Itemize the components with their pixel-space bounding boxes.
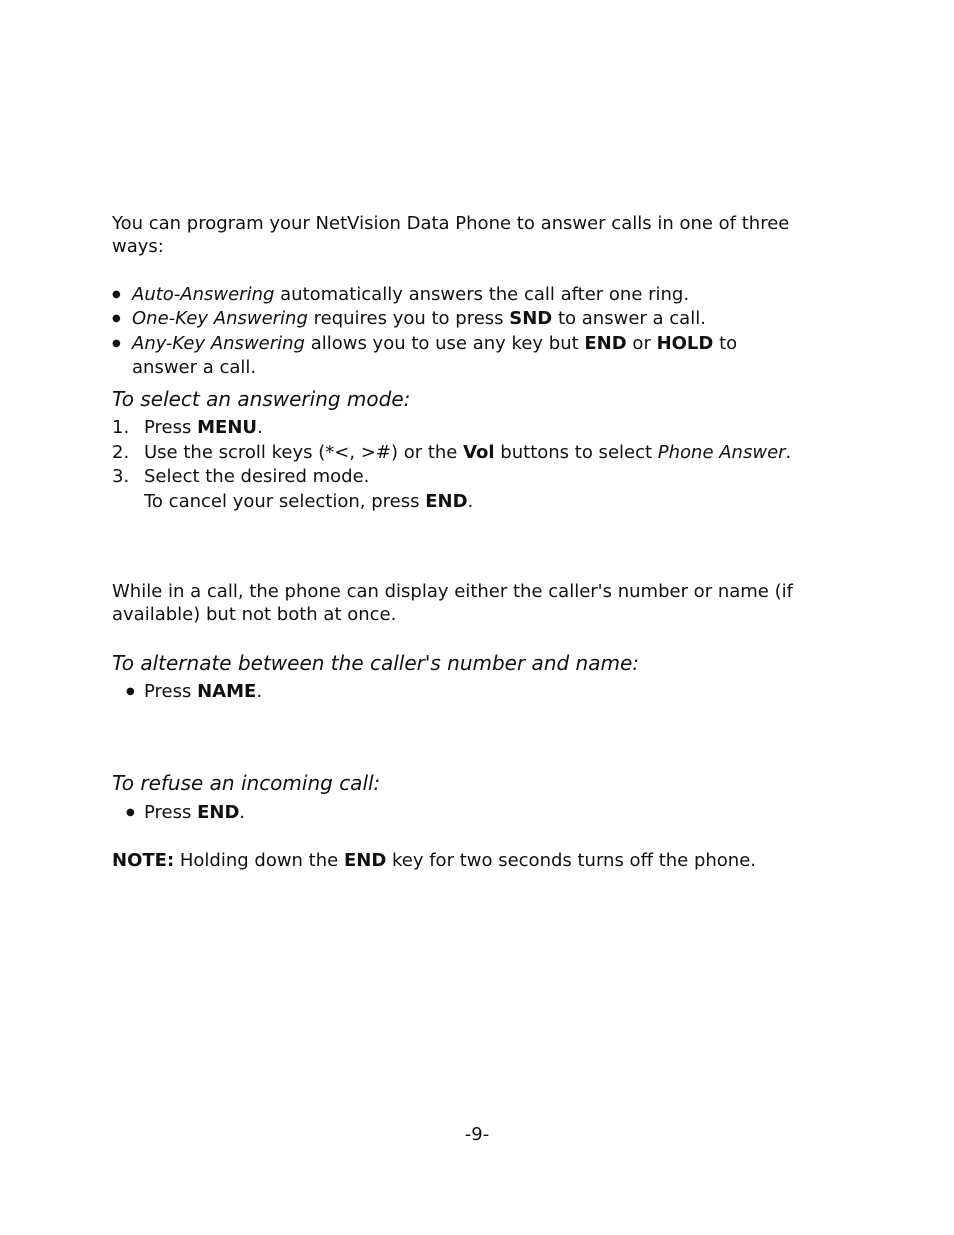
intro-line-2: ways: bbox=[112, 236, 164, 257]
bullet-text: Press bbox=[144, 802, 198, 823]
key-end: END bbox=[197, 802, 240, 823]
paragraph-line-2: available) but not both at once. bbox=[112, 604, 397, 625]
step-text: . bbox=[257, 417, 263, 438]
note-text: key for two seconds turns off the phone. bbox=[386, 850, 757, 871]
bullet-dot-icon: ● bbox=[126, 686, 135, 697]
term-any-key-answering: Any-Key Answering bbox=[132, 333, 305, 354]
procedure-heading: To select an answering mode: bbox=[112, 387, 411, 411]
bullet-dot-icon: ● bbox=[126, 807, 135, 818]
key-name: NAME bbox=[197, 681, 257, 702]
bullet-text: automatically answers the call after one ring. bbox=[274, 284, 690, 305]
intro-line-1: You can program your NetVision Data Phone to answer calls in one of three bbox=[112, 213, 790, 234]
note bbox=[112, 849, 756, 872]
key-end: END bbox=[425, 491, 468, 512]
bullet-text: . bbox=[256, 681, 263, 702]
key-end: END bbox=[584, 333, 627, 354]
bullet-dot-icon: ● bbox=[112, 289, 121, 300]
bullet-text: to answer a call. bbox=[552, 308, 706, 329]
key-hold: HOLD bbox=[656, 333, 714, 354]
intro-paragraph bbox=[112, 212, 789, 258]
procedure-heading: To alternate between the caller's number and name: bbox=[112, 651, 640, 675]
step-number: 3. bbox=[112, 466, 130, 487]
bullet-dot-icon: ● bbox=[112, 338, 121, 349]
bullet-text: . bbox=[239, 802, 246, 823]
step-text: To cancel your selection, press bbox=[144, 491, 426, 512]
key-menu: MENU bbox=[197, 417, 257, 438]
bullet-text: Press bbox=[144, 681, 198, 702]
key-vol: Vol bbox=[463, 442, 495, 463]
step-text: Press bbox=[144, 417, 198, 438]
step-text: Select the desired mode. bbox=[144, 466, 370, 487]
step-text: Use the scroll keys (*<, >#) or the bbox=[144, 442, 464, 463]
bullet-text: or bbox=[626, 333, 657, 354]
paragraph-line-1: While in a call, the phone can display either the caller's number or name (if bbox=[112, 581, 793, 602]
step-number: 1. bbox=[112, 417, 130, 438]
bullet-text: answer a call. bbox=[132, 357, 257, 378]
term-auto-answering: Auto-Answering bbox=[132, 284, 275, 305]
key-end: END bbox=[343, 850, 387, 871]
step-number: 2. bbox=[112, 442, 130, 463]
note-text: Holding down the bbox=[174, 850, 344, 871]
bullet-text: allows you to use any key but bbox=[304, 333, 585, 354]
bullet-text: requires you to press bbox=[307, 308, 510, 329]
bullet-dot-icon: ● bbox=[112, 313, 121, 324]
step-text: buttons to select bbox=[494, 442, 658, 463]
term-phone-answer: Phone Answer bbox=[657, 442, 786, 463]
page-number: -9- bbox=[464, 1124, 490, 1145]
caller-display-paragraph bbox=[112, 580, 793, 626]
step-text: . bbox=[785, 442, 792, 463]
term-one-key-answering: One-Key Answering bbox=[132, 308, 308, 329]
procedure-heading: To refuse an incoming call: bbox=[112, 771, 381, 795]
key-snd: SND bbox=[509, 308, 553, 329]
bullet-text: to bbox=[713, 333, 738, 354]
note-label: NOTE: bbox=[112, 850, 175, 871]
step-text: . bbox=[467, 491, 474, 512]
